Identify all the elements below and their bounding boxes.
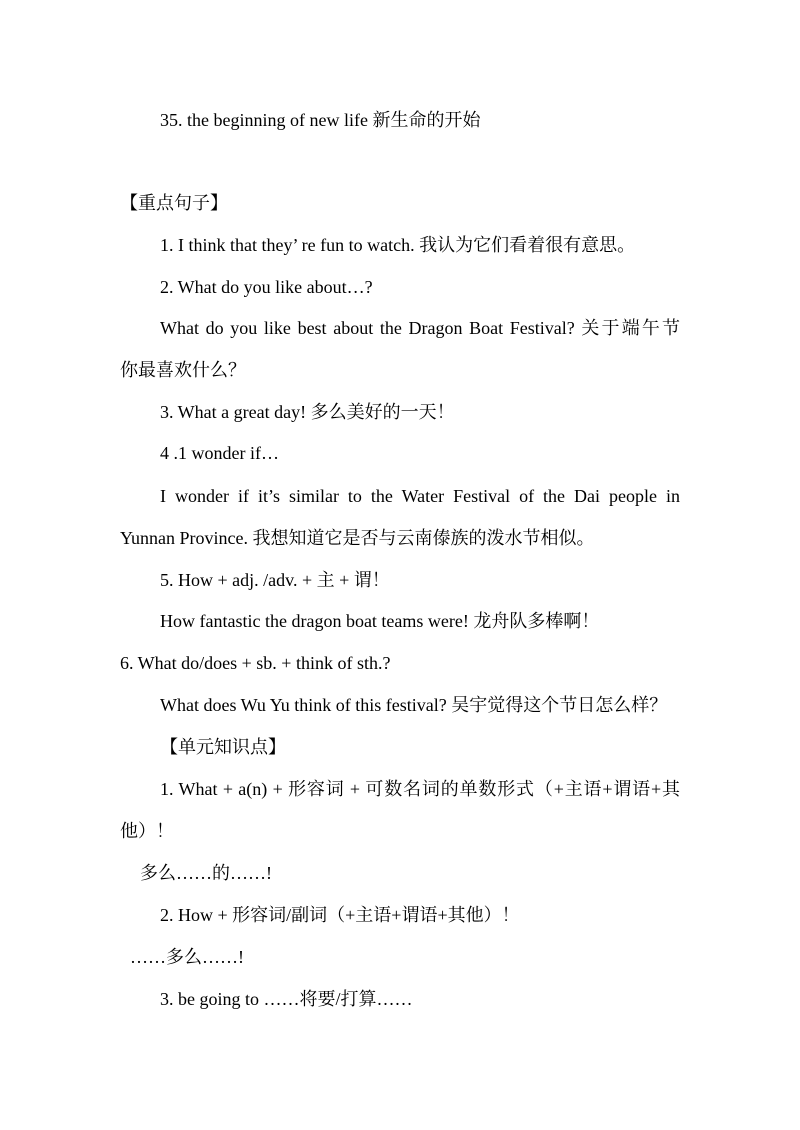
sentence-3: 3. What a great day! 多么美好的一天！ <box>160 402 455 422</box>
sentence-5: 5. How + adj. /adv. + 主 + 谓！ <box>160 570 390 590</box>
sentence-5-example: How fantastic the dragon boat teams were! 龙舟队多棒啊！ <box>160 611 600 631</box>
sentence-6-example: What does Wu Yu think of this festival? 吴宇觉得这个节日怎么样？ <box>160 695 668 715</box>
knowledge-1-meaning: 多么……的……! <box>140 863 272 883</box>
knowledge-3: 3. be going to ……将要/打算…… <box>160 989 413 1009</box>
sentence-2: 2. What do you like about…? <box>160 277 373 297</box>
phrase-35: 35. the beginning of new life 新生命的开始 <box>160 110 481 130</box>
knowledge-2: 2. How + 形容词/副词（+主语+谓语+其他）！ <box>160 905 520 925</box>
sentence-6: 6. What do/does + sb. + think of sth.? <box>120 653 391 673</box>
section-heading-key-sentences: 【重点句子】 <box>120 193 228 213</box>
sentence-4-example-line-1: I wonder if it’s similar to the Water Festival of the Dai people in <box>160 486 680 506</box>
sentence-2-example-line-2: 你最喜欢什么？ <box>120 360 246 380</box>
knowledge-1-line-2: 他）！ <box>120 821 174 841</box>
sentence-4-example-line-2: Yunnan Province. 我想知道它是否与云南傣族的泼水节相似。 <box>120 528 595 548</box>
section-heading-unit-knowledge: 【单元知识点】 <box>160 737 286 757</box>
knowledge-1-line-1: 1. What + a(n) + 形容词 + 可数名词的单数形式（+主语+谓语+其 <box>160 779 680 799</box>
sentence-1: 1. I think that they’ re fun to watch. 我认为它们看着很有意思。 <box>160 235 636 255</box>
sentence-2-example-line-1: What do you like best about the Dragon Boat Festival? 关于端午节 <box>160 318 680 338</box>
sentence-4: 4 .1 wonder if… <box>160 443 279 463</box>
knowledge-2-meaning: ……多么……! <box>130 947 244 967</box>
